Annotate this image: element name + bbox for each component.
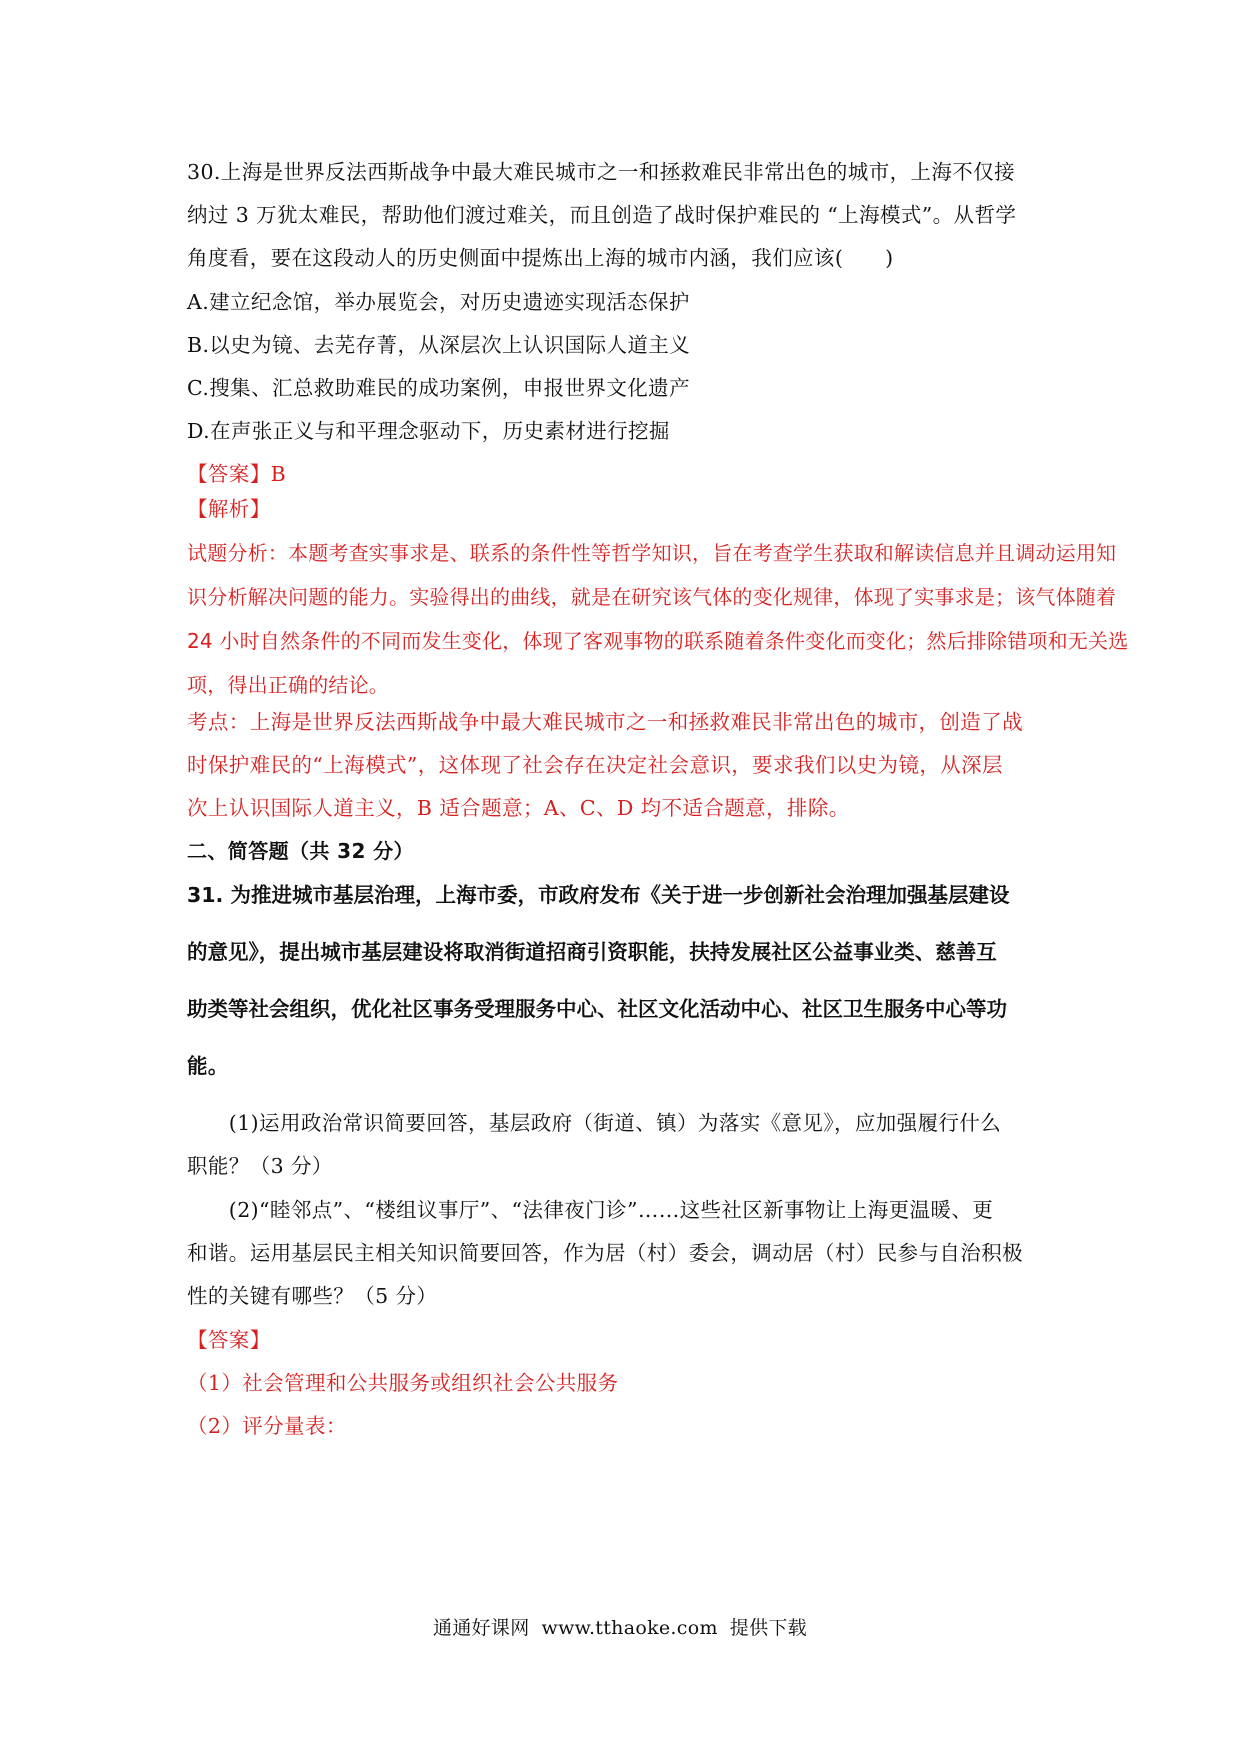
q31-sub2-line-1: (2)“睦邻点”、“楼组议事厅”、“法律夜门诊”……这些社区新事物让上海更温暖、更 [187, 1198, 994, 1222]
q31-sub1-line-1: (1)运用政治常识简要回答，基层政府（街道、镇）为落实《意见》，应加强履行什么 [187, 1111, 1002, 1135]
q30-option-d: D.在声张正义与和平理念驱动下，历史素材进行挖掘 [187, 419, 670, 443]
q30-analysis-line-2: 识分析解决问题的能力。实验得出的曲线，就是在研究该气体的变化规律，体现了实事求是；该气体随着 [187, 585, 1117, 609]
q31-stem-line-2: 的意见》，提出城市基层建设将取消街道招商引资职能，扶持发展社区公益事业类、慈善互 [187, 940, 997, 964]
q31-answer-1: （1）社会管理和公共服务或组织社会公共服务 [187, 1371, 619, 1395]
footer-site-name: 通通好课网 [433, 1617, 530, 1639]
q31-sub2-line-3: 性的关键有哪些？（5 分） [187, 1284, 438, 1308]
q31-stem-line-3: 助类等社会组织，优化社区事务受理服务中心、社区文化活动中心、社区卫生服务中心等功 [187, 997, 1007, 1021]
q31-answer-label: 【答案】 [187, 1328, 271, 1352]
q30-answer [187, 459, 1067, 489]
answer-label: 【答案】 [187, 462, 271, 486]
q31-stem-line-1: 31. 为推进城市基层治理，上海市委，市政府发布《关于进一步创新社会治理加强基层建设 [187, 883, 1010, 907]
q30-option-a: A.建立纪念馆，举办展览会，对历史遗迹实现活态保护 [187, 290, 690, 314]
q31-answer-2: （2）评分量表： [187, 1414, 347, 1438]
footer-note: 提供下载 [729, 1617, 807, 1639]
q30-stem-line-3: 角度看，要在这段动人的历史侧面中提炼出上海的城市内涵，我们应该( ) [187, 246, 894, 270]
footer-url[interactable]: www.tthaoke.com [541, 1617, 718, 1639]
q30-kaodian-line-1: 考点：上海是世界反法西斯战争中最大难民城市之一和拯救难民非常出色的城市，创造了战 [187, 710, 1023, 734]
page-footer [0, 1614, 1240, 1642]
q30-kaodian-line-3: 次上认识国际人道主义，B 适合题意；A、C、D 均不适合题意，排除。 [187, 796, 850, 820]
q30-stem-line-2: 纳过 3 万犹太难民，帮助他们渡过难关，而且创造了战时保护难民的 “上海模式”。从哲学 [187, 203, 1017, 227]
q30-analysis-line-4: 项，得出正确的结论。 [187, 673, 389, 697]
q30-analysis-line-1: 试题分析：本题考查实事求是、联系的条件性等哲学知识，旨在考查学生获取和解读信息并且调动运用知 [187, 541, 1117, 565]
q30-option-c: C.搜集、汇总救助难民的成功案例，申报世界文化遗产 [187, 376, 690, 400]
section-heading: 二、简答题（共 32 分） [187, 839, 414, 863]
q31-sub2-line-2: 和谐。运用基层民主相关知识简要回答，作为居（村）委会，调动居（村）民参与自治积极 [187, 1241, 1023, 1265]
q31-sub1-line-2: 职能？（3 分） [187, 1154, 333, 1178]
q30-stem-line-1: 30.上海是世界反法西斯战争中最大难民城市之一和拯救难民非常出色的城市，上海不仅接 [187, 160, 1015, 184]
q30-kaodian-line-2: 时保护难民的“上海模式”，这体现了社会存在决定社会意识，要求我们以史为镜，从深层 [187, 753, 1003, 777]
q30-option-b: B.以史为镜、去芜存菁，从深层次上认识国际人道主义 [187, 333, 691, 357]
answer-value: B [270, 462, 287, 486]
q31-stem-line-4: 能。 [187, 1054, 229, 1078]
q30-analysis-line-3: 24 小时自然条件的不同而发生变化，体现了客观事物的联系随着条件变化而变化；然后排除错项和无关选 [187, 629, 1129, 653]
q30-analysis-label: 【解析】 [187, 497, 271, 521]
